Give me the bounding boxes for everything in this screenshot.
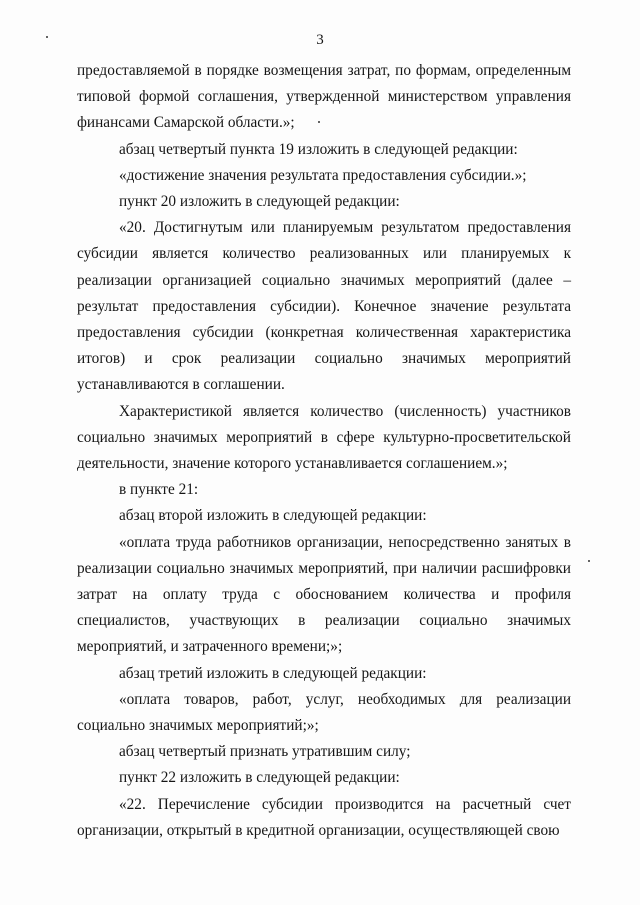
paragraph: абзац второй изложить в следующей редакции: [119, 507, 427, 525]
paragraph: абзац третий изложить в следующей редакции: [119, 664, 427, 682]
paragraph: пункт 20 изложить в следующей редакции: [119, 193, 400, 211]
paragraph: предоставляемой в порядке возмещения затрат, по формам, определенным типовой формой соглашения, утвержденной министерством управления финансами Самарской области.»; [77, 62, 571, 132]
paragraph: абзац четвертый пункта 19 изложить в следующей редакции: [119, 140, 518, 158]
paragraph: «достижение значения результата предоставления субсидии.»; [119, 166, 527, 184]
scan-speck [46, 36, 48, 38]
paragraph: в пункте 21: [119, 481, 199, 499]
paragraph: Характеристикой является количество (численность) участников социально значимых мероприятий в сфере культурно-просветительской деятельности, значение которого устанавливается соглашением.»; [77, 402, 571, 473]
paragraph: пункт 22 изложить в следующей редакции: [119, 769, 400, 787]
page-number: 3 [316, 32, 324, 48]
paragraph: «22. Перечисление субсидии производится на расчетный счет организации, открытый в кредитной организации, осуществляющей свою [77, 795, 571, 839]
scan-speck [588, 560, 590, 562]
document-body [77, 58, 571, 844]
paragraph: «20. Достигнутым или планируемым результатом предоставления субсидии является количество реализованных или планируемых к реализации организацией социально значимых мероприятий (далее – результат предоставления субсидии). Конечное значение результата предоставления субсидии (конкретная количественная характеристика итогов) и срок реализации социально значимых мероприятий устанавливаются в соглашении. [77, 219, 571, 394]
paragraph: «оплата труда работников организации, непосредственно занятых в реализации социально значимых мероприятий, при наличии расшифровки затрат на оплату труда с обоснованием количества и профиля специалистов, участвующих в реализации социально значимых мероприятий, и затраченного времени;»; [77, 533, 571, 656]
scan-speck [318, 121, 320, 123]
paragraph: «оплата товаров, работ, услуг, необходимых для реализации социально значимых мероприятий;»; [77, 690, 571, 735]
paragraph: абзац четвертый признать утратившим силу; [119, 743, 411, 761]
